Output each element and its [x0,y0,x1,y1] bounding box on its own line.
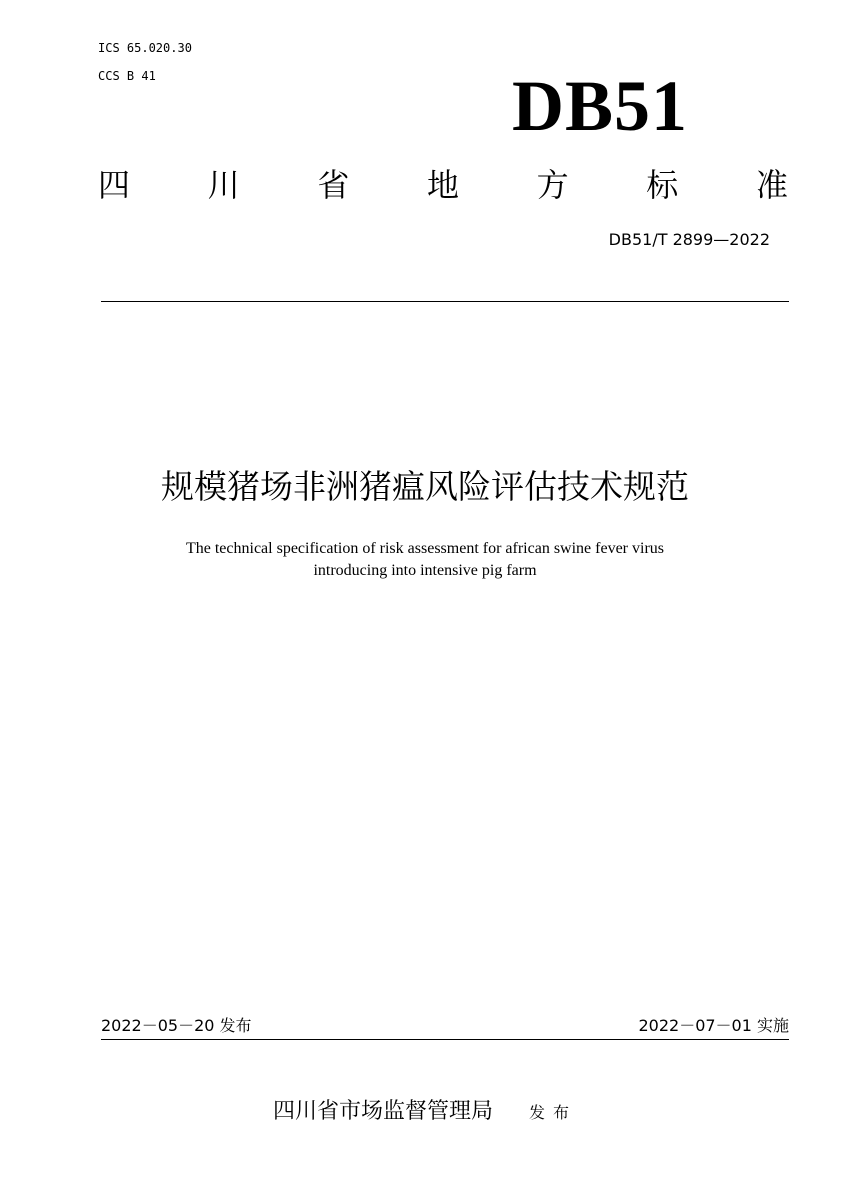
heading-char: 川 [207,166,240,204]
implementation-date: 2022－07－01 实施 [638,1016,789,1035]
db51-logo: DB51 [512,66,689,146]
ccs-code: CCS B 41 [98,69,156,83]
heading-char: 准 [755,166,788,204]
top-divider [101,301,789,302]
publish-date: 2022－05－20 发布 [101,1016,252,1035]
title-en-line: introducing into intensive pig farm [313,562,537,579]
title-en-line: The technical specification of risk assessment for african swine fever virus [185,540,665,557]
heading-char: 标 [646,166,679,204]
standard-number: DB51/T 2899—2022 [608,230,770,249]
ics-code: ICS 65.020.30 [98,41,192,55]
issuer-action: 发布 [529,1103,578,1122]
bottom-divider [101,1039,789,1040]
issuer-line [0,1096,850,1129]
heading-char: 四 [98,166,131,204]
heading-char: 地 [426,166,459,204]
heading-char: 方 [536,166,569,204]
document-title-zh: 规模猪场非洲猪瘟风险评估技术规范 [161,467,689,506]
document-title-en [0,538,850,582]
issuing-body-heading [98,163,788,207]
heading-char: 省 [317,166,350,204]
issuer-name: 四川省市场监督管理局 [272,1099,493,1124]
